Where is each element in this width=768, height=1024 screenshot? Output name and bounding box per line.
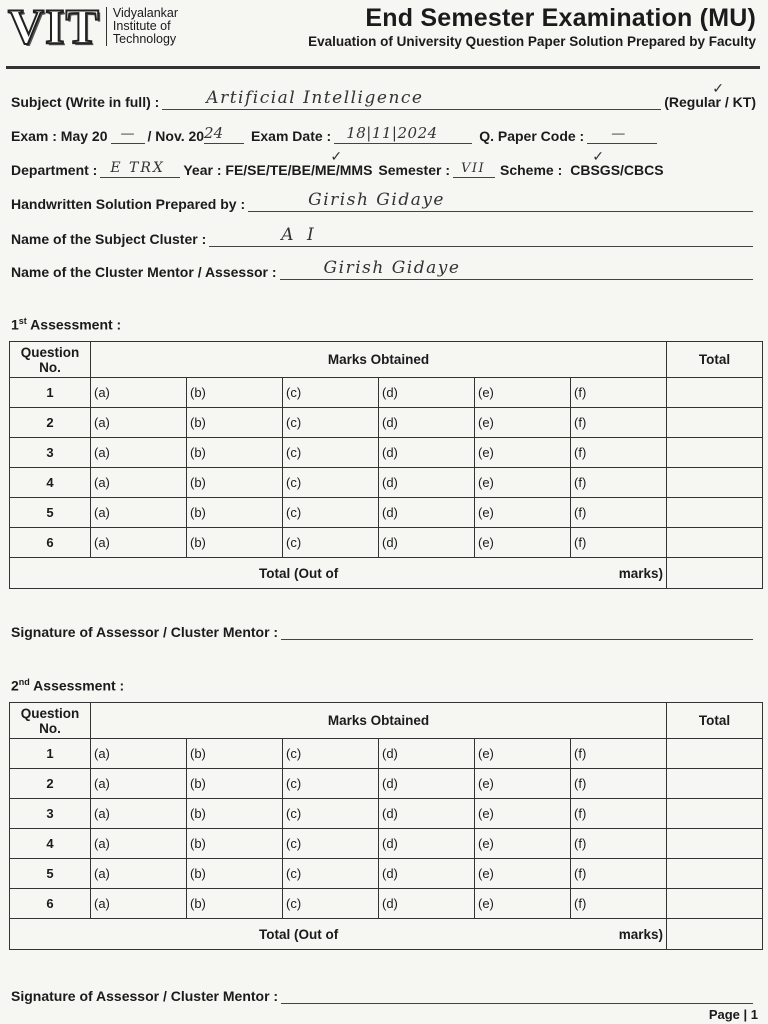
- prepared-by-row: [11, 190, 756, 212]
- exam-may-label: Exam : May 20: [11, 128, 108, 144]
- logo-line-3: Technology: [112, 32, 177, 46]
- scheme-check-icon: ✓: [592, 148, 604, 164]
- marks-cell[interactable]: (c): [283, 859, 379, 889]
- logo-text: [106, 7, 178, 46]
- marks-cell[interactable]: (b): [187, 829, 283, 859]
- marks-cell[interactable]: (f): [571, 498, 667, 528]
- total-header: Total: [667, 703, 763, 739]
- marks-cell[interactable]: (b): [187, 498, 283, 528]
- marks-cell[interactable]: (c): [283, 799, 379, 829]
- question-number: 6: [10, 889, 91, 919]
- marks-cell[interactable]: (d): [379, 408, 475, 438]
- assessment-2-label: Assessment :: [29, 677, 125, 694]
- row-total-cell[interactable]: [667, 468, 763, 498]
- marks-cell[interactable]: (f): [571, 859, 667, 889]
- question-number: 3: [10, 799, 91, 829]
- semester-field[interactable]: [453, 161, 495, 178]
- row-total-cell[interactable]: [667, 739, 763, 769]
- question-number: 1: [10, 378, 91, 408]
- table-row: [10, 859, 763, 889]
- row-total-cell[interactable]: [667, 408, 763, 438]
- marks-cell[interactable]: (f): [571, 829, 667, 859]
- marks-cell[interactable]: (f): [571, 739, 667, 769]
- marks-cell[interactable]: (e): [475, 829, 571, 859]
- marks-cell[interactable]: (e): [475, 528, 571, 558]
- question-number: 5: [10, 498, 91, 528]
- year-check-icon: ✓: [330, 148, 343, 164]
- marks-cell[interactable]: (e): [475, 408, 571, 438]
- total-header: Total: [667, 342, 763, 378]
- mentor-value: Girish Gidaye: [323, 258, 461, 278]
- question-number: 4: [10, 829, 91, 859]
- marks-cell[interactable]: (d): [379, 498, 475, 528]
- marks-cell[interactable]: (f): [571, 378, 667, 408]
- assessment-1-suffix: st: [18, 316, 27, 326]
- grand-total-cell[interactable]: [667, 919, 763, 950]
- marks-cell[interactable]: (d): [379, 528, 475, 558]
- year-options: [183, 148, 373, 178]
- logo-mark: VIT: [8, 0, 100, 54]
- question-number: 5: [10, 859, 91, 889]
- assessment-2-table: [9, 702, 763, 950]
- table-row: [10, 468, 763, 498]
- qpaper-value: —: [611, 126, 627, 142]
- table-row: [10, 438, 763, 468]
- question-number: 6: [10, 528, 91, 558]
- marks-cell[interactable]: (f): [571, 468, 667, 498]
- exam-date-field[interactable]: [334, 124, 472, 144]
- assessment-1-table: [9, 341, 763, 589]
- subject-row: [11, 80, 756, 110]
- marks-cell[interactable]: (c): [283, 438, 379, 468]
- department-row: [11, 148, 756, 178]
- marks-cell[interactable]: (b): [187, 468, 283, 498]
- row-total-cell[interactable]: [667, 889, 763, 919]
- marks-cell[interactable]: (a): [91, 528, 187, 558]
- signature-row-2: [11, 984, 756, 1004]
- exam-nov-field[interactable]: [204, 124, 244, 144]
- marks-cell[interactable]: (d): [379, 799, 475, 829]
- marks-cell[interactable]: (c): [283, 408, 379, 438]
- marks-cell[interactable]: (e): [475, 468, 571, 498]
- marks-cell[interactable]: (a): [91, 739, 187, 769]
- marks-cell[interactable]: (e): [475, 889, 571, 919]
- marks-cell[interactable]: (d): [379, 739, 475, 769]
- marks-cell[interactable]: (e): [475, 799, 571, 829]
- department-label: Department :: [11, 162, 98, 178]
- marks-cell[interactable]: (b): [187, 378, 283, 408]
- subject-label: Subject (Write in full) :: [11, 94, 160, 110]
- marks-cell[interactable]: (e): [475, 498, 571, 528]
- type-options: [664, 80, 756, 110]
- scheme-options-text: CBSGS/CBCS: [570, 162, 664, 178]
- row-total-cell[interactable]: [667, 378, 763, 408]
- question-number: 3: [10, 438, 91, 468]
- page-header: [308, 4, 756, 49]
- exam-may-value: —: [120, 126, 136, 142]
- marks-cell[interactable]: (a): [91, 889, 187, 919]
- marks-cell[interactable]: (a): [91, 408, 187, 438]
- marks-cell[interactable]: (a): [91, 438, 187, 468]
- marks-obtained-header: Marks Obtained: [91, 703, 667, 739]
- department-value: E TRX: [110, 160, 165, 176]
- marks-cell[interactable]: (b): [187, 769, 283, 799]
- table-row: [10, 408, 763, 438]
- marks-cell[interactable]: (c): [283, 528, 379, 558]
- question-number: 2: [10, 408, 91, 438]
- subject-field[interactable]: [162, 88, 661, 110]
- signature-label-2: Signature of Assessor / Cluster Mentor :: [11, 988, 279, 1004]
- row-total-cell[interactable]: [667, 769, 763, 799]
- marks-cell[interactable]: (d): [379, 859, 475, 889]
- department-field[interactable]: [100, 161, 180, 178]
- marks-cell[interactable]: (e): [475, 769, 571, 799]
- assessment-2-ordinal: 2: [11, 677, 19, 694]
- signature-field-2[interactable]: [281, 985, 753, 1004]
- marks-cell[interactable]: (c): [283, 739, 379, 769]
- marks-cell[interactable]: (d): [379, 829, 475, 859]
- assessment-2-title: [11, 677, 124, 694]
- qno-header: Question No.: [10, 703, 91, 739]
- institute-logo: [8, 0, 179, 54]
- marks-cell[interactable]: (a): [91, 769, 187, 799]
- semester-value: VII: [461, 161, 486, 176]
- marks-cell[interactable]: (d): [379, 468, 475, 498]
- table-row: [10, 799, 763, 829]
- prepared-by-field[interactable]: [248, 190, 753, 212]
- row-total-cell[interactable]: [667, 438, 763, 468]
- grand-total-cell[interactable]: [667, 558, 763, 589]
- qpaper-field[interactable]: [587, 127, 657, 144]
- marks-cell[interactable]: (f): [571, 408, 667, 438]
- marks-cell[interactable]: (a): [91, 378, 187, 408]
- row-total-cell[interactable]: [667, 528, 763, 558]
- table-row: [10, 739, 763, 769]
- exam-date-label: Exam Date :: [251, 128, 332, 144]
- marks-cell[interactable]: (f): [571, 528, 667, 558]
- subject-value: Artificial Intelligence: [206, 88, 424, 108]
- exam-nov-value: 24: [204, 124, 224, 142]
- marks-cell[interactable]: (f): [571, 889, 667, 919]
- marks-cell[interactable]: (d): [379, 438, 475, 468]
- question-number: 1: [10, 739, 91, 769]
- assessment-1-ordinal: 1: [11, 316, 19, 333]
- marks-cell[interactable]: (e): [475, 438, 571, 468]
- signature-label-1: Signature of Assessor / Cluster Mentor :: [11, 624, 279, 640]
- row-total-cell[interactable]: [667, 829, 763, 859]
- exam-date-value: 18|11|2024: [346, 124, 438, 142]
- row-total-cell[interactable]: [667, 799, 763, 829]
- table-row: [10, 378, 763, 408]
- marks-cell[interactable]: (f): [571, 438, 667, 468]
- year-label: Year : FE/SE/TE/BE/ME/MMS: [183, 162, 373, 178]
- logo-line-2: Institute of: [112, 19, 171, 33]
- marks-cell[interactable]: (c): [283, 769, 379, 799]
- row-total-cell[interactable]: [667, 859, 763, 889]
- total-out-of-row: [10, 919, 667, 950]
- marks-cell[interactable]: (d): [379, 378, 475, 408]
- marks-cell[interactable]: (e): [475, 859, 571, 889]
- header-divider: [6, 66, 760, 69]
- prepared-by-label: Handwritten Solution Prepared by :: [11, 196, 246, 212]
- marks-cell[interactable]: (e): [475, 378, 571, 408]
- total-out-of-label: Total (Out of: [259, 926, 339, 942]
- marks-cell[interactable]: (a): [91, 829, 187, 859]
- cluster-value: A I: [281, 225, 318, 245]
- marks-cell[interactable]: (b): [187, 859, 283, 889]
- marks-cell[interactable]: (c): [283, 378, 379, 408]
- mentor-field[interactable]: [280, 258, 753, 280]
- marks-cell[interactable]: (c): [283, 829, 379, 859]
- prepared-by-value: Girish Gidaye: [308, 190, 445, 210]
- page-subtitle: Evaluation of University Question Paper Solution Prepared by Faculty: [308, 34, 756, 49]
- table-row: [10, 498, 763, 528]
- marks-cell[interactable]: (b): [187, 739, 283, 769]
- mentor-row: [11, 258, 756, 280]
- marks-cell[interactable]: (c): [283, 889, 379, 919]
- marks-cell[interactable]: (f): [571, 799, 667, 829]
- marks-cell[interactable]: (f): [571, 769, 667, 799]
- table-row: [10, 769, 763, 799]
- marks-cell[interactable]: (c): [283, 498, 379, 528]
- marks-cell[interactable]: (c): [283, 468, 379, 498]
- table-row: [10, 889, 763, 919]
- signature-field-1[interactable]: [281, 621, 753, 640]
- question-number: 4: [10, 468, 91, 498]
- total-out-of-label: Total (Out of: [259, 565, 339, 581]
- total-marks-label: marks): [618, 565, 663, 581]
- type-options-text: (Regular / KT): [664, 94, 756, 110]
- assessment-1-label: Assessment :: [26, 316, 122, 333]
- total-out-of-row: [10, 558, 667, 589]
- semester-label: Semester :: [378, 162, 450, 178]
- assessment-1-title: [11, 316, 121, 333]
- signature-row-1: [11, 620, 756, 640]
- row-total-cell[interactable]: [667, 498, 763, 528]
- assessment-2-suffix: nd: [18, 677, 30, 687]
- exam-nov-label: / Nov. 20: [147, 128, 205, 144]
- exam-may-field[interactable]: [111, 127, 145, 144]
- scheme-label: Scheme :: [500, 162, 563, 178]
- mentor-label: Name of the Cluster Mentor / Assessor :: [11, 264, 277, 280]
- total-marks-label: marks): [618, 926, 663, 942]
- cluster-row: [11, 225, 756, 247]
- marks-cell[interactable]: (b): [187, 889, 283, 919]
- marks-cell[interactable]: (d): [379, 769, 475, 799]
- page-title: End Semester Examination (MU): [365, 4, 756, 32]
- marks-cell[interactable]: (b): [187, 528, 283, 558]
- table-row: [10, 528, 763, 558]
- marks-cell[interactable]: (a): [91, 498, 187, 528]
- logo-line-1: Vidyalankar: [112, 6, 179, 20]
- qpaper-label: Q. Paper Code :: [479, 128, 585, 144]
- question-number: 2: [10, 769, 91, 799]
- table-row: [10, 829, 763, 859]
- exam-row: [11, 122, 756, 144]
- marks-cell[interactable]: (a): [91, 799, 187, 829]
- marks-cell[interactable]: (b): [187, 438, 283, 468]
- marks-cell[interactable]: (b): [187, 408, 283, 438]
- cluster-label: Name of the Subject Cluster :: [11, 231, 207, 247]
- marks-cell[interactable]: (d): [379, 889, 475, 919]
- cluster-field[interactable]: [209, 225, 753, 247]
- scheme-options: [570, 148, 664, 178]
- page-number: Page | 1: [708, 1007, 758, 1022]
- marks-cell[interactable]: (b): [187, 799, 283, 829]
- marks-obtained-header: Marks Obtained: [91, 342, 667, 378]
- qno-header: Question No.: [10, 342, 91, 378]
- marks-cell[interactable]: (e): [475, 739, 571, 769]
- regular-check-icon: ✓: [712, 80, 724, 96]
- marks-cell[interactable]: (a): [91, 468, 187, 498]
- marks-cell[interactable]: (a): [91, 859, 187, 889]
